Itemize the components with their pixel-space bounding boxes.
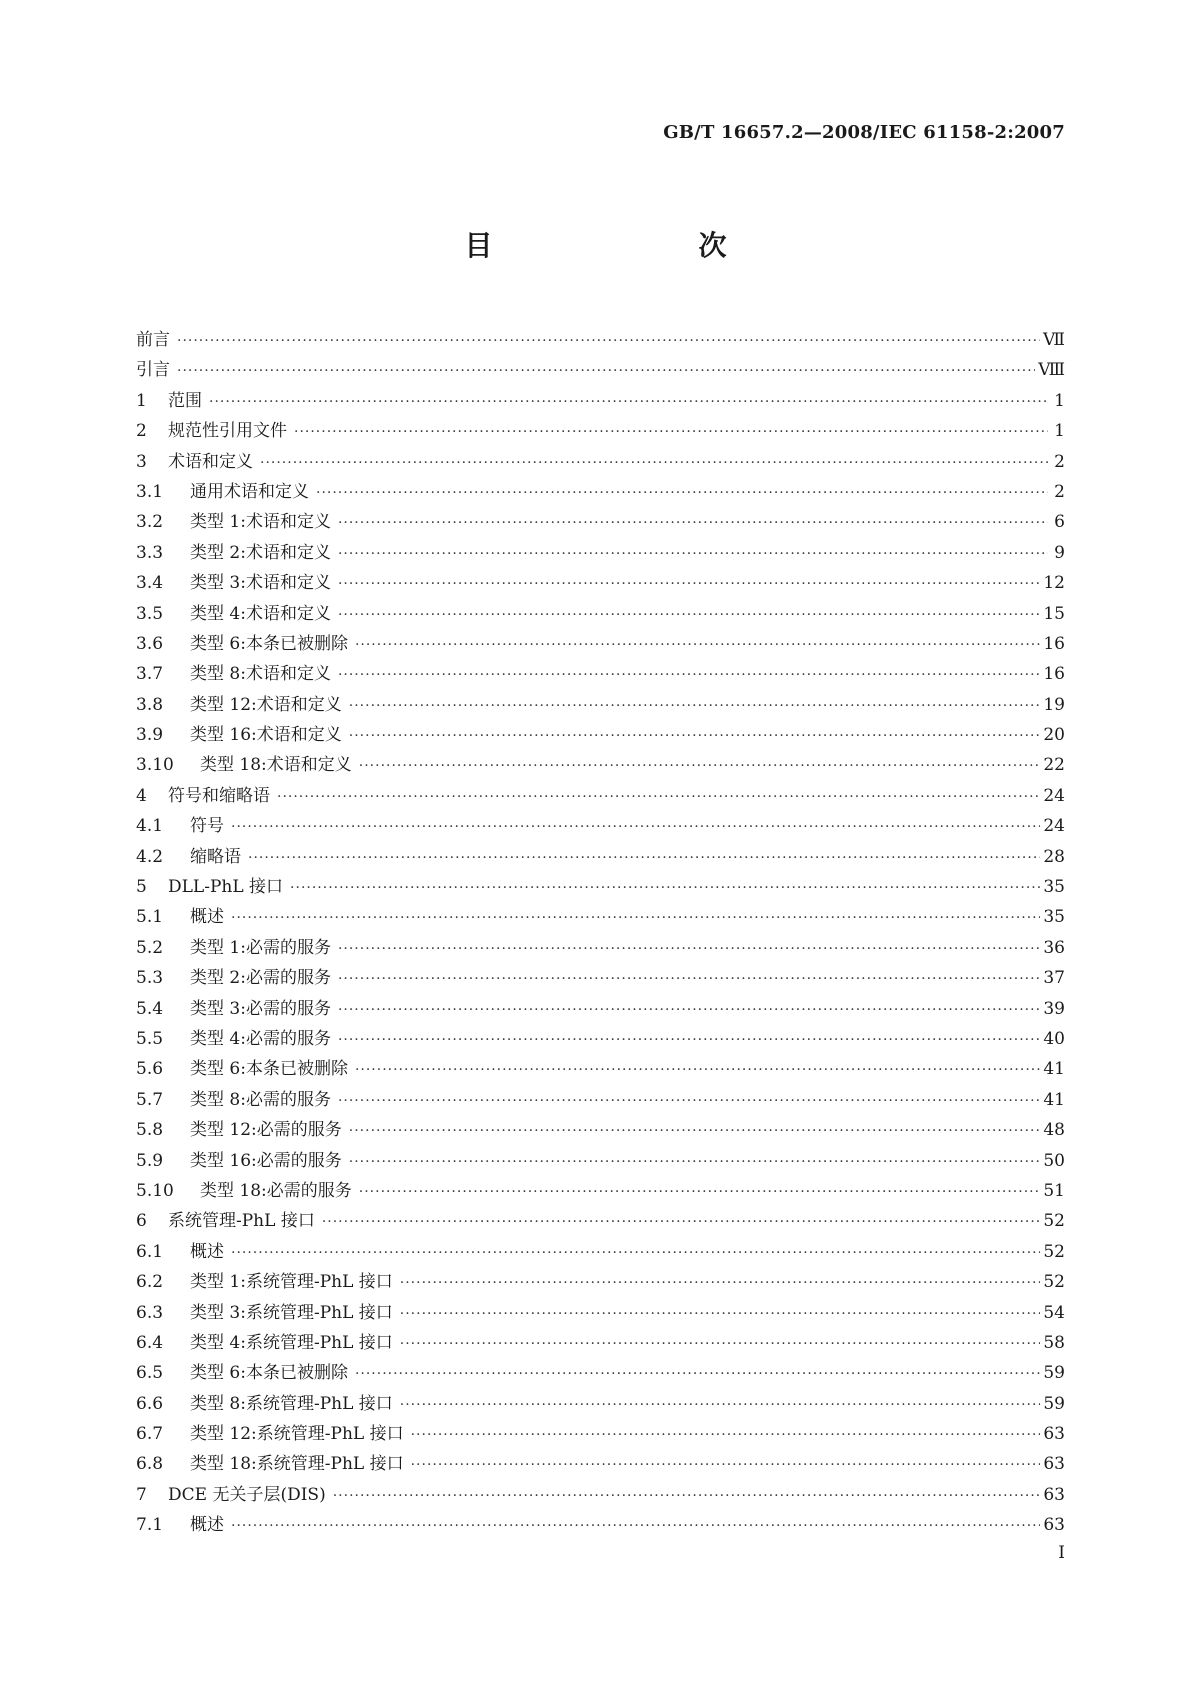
toc-entry[interactable] — [136, 386, 1065, 416]
toc-entry-number: 6.8 — [136, 1454, 164, 1475]
toc-entry-page: 63 — [1043, 1424, 1065, 1445]
toc-entry-page: 16 — [1043, 633, 1065, 654]
toc-entry-number: 5.4 — [136, 998, 164, 1019]
toc-entry-title: 概述 — [190, 1515, 224, 1536]
dot-leader — [209, 387, 1048, 416]
toc-entry-page: 36 — [1043, 937, 1065, 958]
toc-entry[interactable] — [136, 1267, 1065, 1297]
toc-entry-page: 63 — [1043, 1484, 1065, 1505]
toc-entry-page: 15 — [1043, 603, 1065, 624]
toc-entry-title: 类型 18:系统管理-PhL 接口 — [190, 1454, 404, 1475]
toc-entry[interactable] — [136, 355, 1065, 385]
toc-entry[interactable] — [136, 811, 1065, 841]
toc-entry[interactable] — [136, 325, 1065, 355]
dot-leader — [294, 417, 1048, 446]
toc-entry-title: 类型 4:系统管理-PhL 接口 — [190, 1332, 393, 1353]
dot-leader — [333, 1481, 1041, 1510]
toc-entry-page: 41 — [1043, 1089, 1065, 1110]
toc-entry-title: 前言 — [136, 330, 170, 350]
dot-leader — [231, 903, 1040, 932]
dot-leader — [355, 630, 1040, 659]
toc-entry[interactable] — [136, 963, 1065, 993]
toc-entry[interactable] — [136, 1206, 1065, 1236]
dot-leader — [322, 1207, 1041, 1236]
toc-entry-number: 3 — [136, 451, 147, 472]
toc-entry-page: 39 — [1043, 998, 1065, 1019]
toc-entry-number: 6 — [136, 1211, 147, 1232]
toc-entry-page: 52 — [1043, 1241, 1065, 1262]
toc-entry[interactable] — [136, 781, 1065, 811]
toc-entry-page: 48 — [1043, 1120, 1065, 1141]
toc-entry-number: 3.2 — [136, 512, 164, 533]
toc-entry-title: 概述 — [190, 1241, 224, 1262]
dot-leader — [231, 1511, 1040, 1540]
toc-entry-page: 19 — [1043, 694, 1065, 715]
dot-leader — [338, 660, 1040, 689]
toc-entry[interactable] — [136, 568, 1065, 598]
toc-entry-title: 类型 8:必需的服务 — [190, 1089, 331, 1110]
toc-entry[interactable] — [136, 1237, 1065, 1267]
toc-entry[interactable] — [136, 1115, 1065, 1145]
toc-entry-number: 4 — [136, 785, 147, 806]
toc-entry-number: 3.6 — [136, 633, 164, 654]
toc-entry[interactable] — [136, 1085, 1065, 1115]
dot-leader — [338, 508, 1048, 537]
dot-leader — [359, 751, 1041, 780]
toc-entry-title: 类型 8:术语和定义 — [190, 664, 331, 685]
toc-entry-page: 12 — [1043, 573, 1065, 594]
dot-leader — [231, 812, 1040, 841]
page-title: 目 次 — [464, 229, 777, 262]
toc-entry-page: 40 — [1043, 1028, 1065, 1049]
standard-number: GB/T 16657.2—2008/IEC 61158-2:2007 — [663, 122, 1065, 143]
toc-entry-page: 35 — [1043, 877, 1065, 898]
toc-entry-title: 类型 2:术语和定义 — [190, 542, 331, 563]
toc-entry-number: 5 — [136, 877, 147, 898]
toc-entry-number: 3.10 — [136, 755, 174, 776]
toc-entry[interactable] — [136, 416, 1065, 446]
toc-entry-number: 6.5 — [136, 1363, 164, 1384]
toc-entry[interactable] — [136, 1298, 1065, 1328]
toc-entry-number: 5.3 — [136, 968, 164, 989]
dot-leader — [338, 964, 1040, 993]
toc-entry-title: 类型 1:必需的服务 — [190, 937, 331, 958]
toc-entry-number: 5.2 — [136, 937, 164, 958]
toc-entry[interactable] — [136, 720, 1065, 750]
toc-entry[interactable] — [136, 1389, 1065, 1419]
dot-leader — [355, 1359, 1040, 1388]
toc-entry-number: 4.1 — [136, 816, 164, 837]
toc-entry-number: 5.7 — [136, 1089, 164, 1110]
toc-entry-title: 符号 — [190, 816, 224, 837]
toc-entry-title: 缩略语 — [190, 846, 241, 867]
dot-leader — [400, 1268, 1041, 1297]
toc-entry[interactable] — [136, 1480, 1065, 1510]
toc-entry-title: 类型 2:必需的服务 — [190, 968, 331, 989]
dot-leader — [400, 1299, 1041, 1328]
toc-entry[interactable] — [136, 690, 1065, 720]
toc-entry-title: 类型 12:系统管理-PhL 接口 — [190, 1424, 404, 1445]
toc-entry[interactable] — [136, 538, 1065, 568]
toc-entry-number: 6.3 — [136, 1302, 164, 1323]
toc-entry-page: 52 — [1043, 1272, 1065, 1293]
toc-entry-title: 类型 12:必需的服务 — [190, 1120, 342, 1141]
toc-entry-number: 6.4 — [136, 1332, 164, 1353]
toc-entry-page: 20 — [1043, 725, 1065, 746]
toc-entry-page: 52 — [1043, 1211, 1065, 1232]
toc-entry-page: 51 — [1043, 1180, 1065, 1201]
toc-entry-page: 2 — [1054, 481, 1065, 502]
toc-entry-title: 类型 3:系统管理-PhL 接口 — [190, 1302, 393, 1323]
dot-leader — [338, 1086, 1040, 1115]
toc-entry-page: 41 — [1043, 1059, 1065, 1080]
dot-leader — [355, 1055, 1040, 1084]
toc-entry-number: 6.6 — [136, 1393, 164, 1414]
toc-entry-page: 63 — [1043, 1515, 1065, 1536]
toc-entry-number: 7.1 — [136, 1515, 164, 1536]
toc-entry-number: 5.1 — [136, 907, 164, 928]
dot-leader — [338, 600, 1040, 629]
toc-entry-title: 类型 1:术语和定义 — [190, 512, 331, 533]
toc-entry-page: 63 — [1043, 1454, 1065, 1475]
toc-entry[interactable] — [136, 1024, 1065, 1054]
toc-entry-number: 5.9 — [136, 1150, 164, 1171]
toc-entry-page: 2 — [1054, 451, 1065, 472]
dot-leader — [400, 1329, 1041, 1358]
toc-entry-title: 类型 6:本条已被删除 — [190, 1363, 348, 1384]
toc-entry-title: 类型 18:必需的服务 — [200, 1180, 352, 1201]
toc-entry-number: 5.5 — [136, 1028, 164, 1049]
toc-entry[interactable] — [136, 447, 1065, 477]
toc-entry[interactable] — [136, 842, 1065, 872]
toc-entry-page: 37 — [1043, 968, 1065, 989]
toc-entry-title: 符号和缩略语 — [168, 785, 270, 806]
toc-entry-page: 22 — [1043, 755, 1065, 776]
toc-entry-title: 通用术语和定义 — [190, 481, 309, 502]
toc-entry-number: 3.8 — [136, 694, 164, 715]
toc-entry-page: 59 — [1043, 1363, 1065, 1384]
toc-entry-page: 59 — [1043, 1393, 1065, 1414]
toc-entry[interactable] — [136, 1176, 1065, 1206]
dot-leader — [411, 1450, 1041, 1479]
toc-entry-title: 类型 18:术语和定义 — [200, 755, 352, 776]
toc-entry-title: 类型 3:术语和定义 — [190, 573, 331, 594]
dot-leader — [290, 873, 1040, 902]
toc-entry-page: 58 — [1043, 1332, 1065, 1353]
toc-entry-number: 7 — [136, 1484, 147, 1505]
toc-entry[interactable] — [136, 994, 1065, 1024]
dot-leader — [349, 1147, 1041, 1176]
dot-leader — [316, 478, 1048, 507]
table-of-contents — [136, 325, 1065, 1541]
toc-entry-title: DCE 无关子层(DIS) — [168, 1484, 326, 1505]
toc-entry[interactable] — [136, 1054, 1065, 1084]
dot-leader — [260, 448, 1048, 477]
dot-leader — [349, 721, 1041, 750]
toc-entry-number: 3.1 — [136, 481, 164, 502]
toc-entry[interactable] — [136, 629, 1065, 659]
toc-entry-number: 3.4 — [136, 573, 164, 594]
toc-entry[interactable] — [136, 507, 1065, 537]
dot-leader — [338, 1025, 1040, 1054]
toc-entry-title: 系统管理-PhL 接口 — [168, 1211, 315, 1232]
dot-leader — [177, 356, 1035, 385]
dot-leader — [359, 1177, 1041, 1206]
toc-entry-title: DLL-PhL 接口 — [168, 877, 284, 898]
dot-leader — [338, 569, 1040, 598]
toc-entry-title: 范围 — [168, 390, 202, 411]
toc-entry[interactable] — [136, 1419, 1065, 1449]
dot-leader — [177, 326, 1040, 355]
toc-entry-number: 3.9 — [136, 725, 164, 746]
toc-entry-page: Ⅷ — [1038, 360, 1065, 381]
dot-leader — [411, 1420, 1041, 1449]
toc-entry-page: 6 — [1054, 512, 1065, 533]
toc-entry[interactable] — [136, 1510, 1065, 1540]
toc-entry-title: 术语和定义 — [168, 451, 253, 472]
toc-entry-title: 概述 — [190, 907, 224, 928]
toc-entry-page: 24 — [1043, 816, 1065, 837]
toc-entry-page: 35 — [1043, 907, 1065, 928]
toc-entry-number: 3.3 — [136, 542, 164, 563]
dot-leader — [349, 1116, 1041, 1145]
toc-entry-page: 24 — [1043, 785, 1065, 806]
toc-entry-page: 9 — [1054, 542, 1065, 563]
dot-leader — [349, 691, 1041, 720]
toc-entry[interactable] — [136, 1449, 1065, 1479]
toc-entry[interactable] — [136, 599, 1065, 629]
toc-entry-title: 类型 3:必需的服务 — [190, 998, 331, 1019]
dot-leader — [231, 1238, 1040, 1267]
toc-entry[interactable] — [136, 902, 1065, 932]
toc-entry-number: 2 — [136, 421, 147, 442]
page-number: I — [1058, 1543, 1065, 1563]
dot-leader — [338, 539, 1048, 568]
toc-entry-title: 类型 12:术语和定义 — [190, 694, 342, 715]
toc-entry-number: 1 — [136, 390, 147, 411]
toc-entry-page: Ⅶ — [1043, 330, 1065, 350]
toc-entry[interactable] — [136, 872, 1065, 902]
toc-entry-title: 类型 6:本条已被删除 — [190, 633, 348, 654]
toc-entry-title: 类型 6:本条已被删除 — [190, 1059, 348, 1080]
toc-entry-title: 类型 4:必需的服务 — [190, 1028, 331, 1049]
toc-entry-title: 引言 — [136, 360, 170, 381]
toc-entry-title: 类型 8:系统管理-PhL 接口 — [190, 1393, 393, 1414]
dot-leader — [248, 843, 1040, 872]
toc-entry-page: 1 — [1054, 421, 1065, 442]
toc-entry-title: 类型 4:术语和定义 — [190, 603, 331, 624]
toc-entry-number: 6.7 — [136, 1424, 164, 1445]
toc-entry-page: 54 — [1043, 1302, 1065, 1323]
toc-entry-title: 类型 16:必需的服务 — [190, 1150, 342, 1171]
toc-entry-number: 5.6 — [136, 1059, 164, 1080]
toc-entry[interactable] — [136, 1328, 1065, 1358]
toc-entry-number: 3.5 — [136, 603, 164, 624]
toc-entry-page: 1 — [1054, 390, 1065, 411]
dot-leader — [338, 995, 1040, 1024]
toc-entry-title: 类型 16:术语和定义 — [190, 725, 342, 746]
toc-entry[interactable] — [136, 933, 1065, 963]
dot-leader — [338, 934, 1040, 963]
toc-entry-number: 5.8 — [136, 1120, 164, 1141]
toc-entry-page: 28 — [1043, 846, 1065, 867]
toc-entry-number: 6.2 — [136, 1272, 164, 1293]
toc-entry-number: 4.2 — [136, 846, 164, 867]
toc-entry[interactable] — [136, 477, 1065, 507]
dot-leader — [400, 1390, 1041, 1419]
toc-entry-number: 6.1 — [136, 1241, 164, 1262]
dot-leader — [277, 782, 1040, 811]
toc-entry-page: 16 — [1043, 664, 1065, 685]
toc-entry-page: 50 — [1043, 1150, 1065, 1171]
toc-entry-number: 5.10 — [136, 1180, 174, 1201]
toc-entry-title: 类型 1:系统管理-PhL 接口 — [190, 1272, 393, 1293]
toc-entry[interactable] — [136, 1146, 1065, 1176]
toc-entry[interactable] — [136, 659, 1065, 689]
toc-entry[interactable] — [136, 1358, 1065, 1388]
toc-entry-number: 3.7 — [136, 664, 164, 685]
toc-entry[interactable] — [136, 750, 1065, 780]
toc-entry-title: 规范性引用文件 — [168, 421, 287, 442]
